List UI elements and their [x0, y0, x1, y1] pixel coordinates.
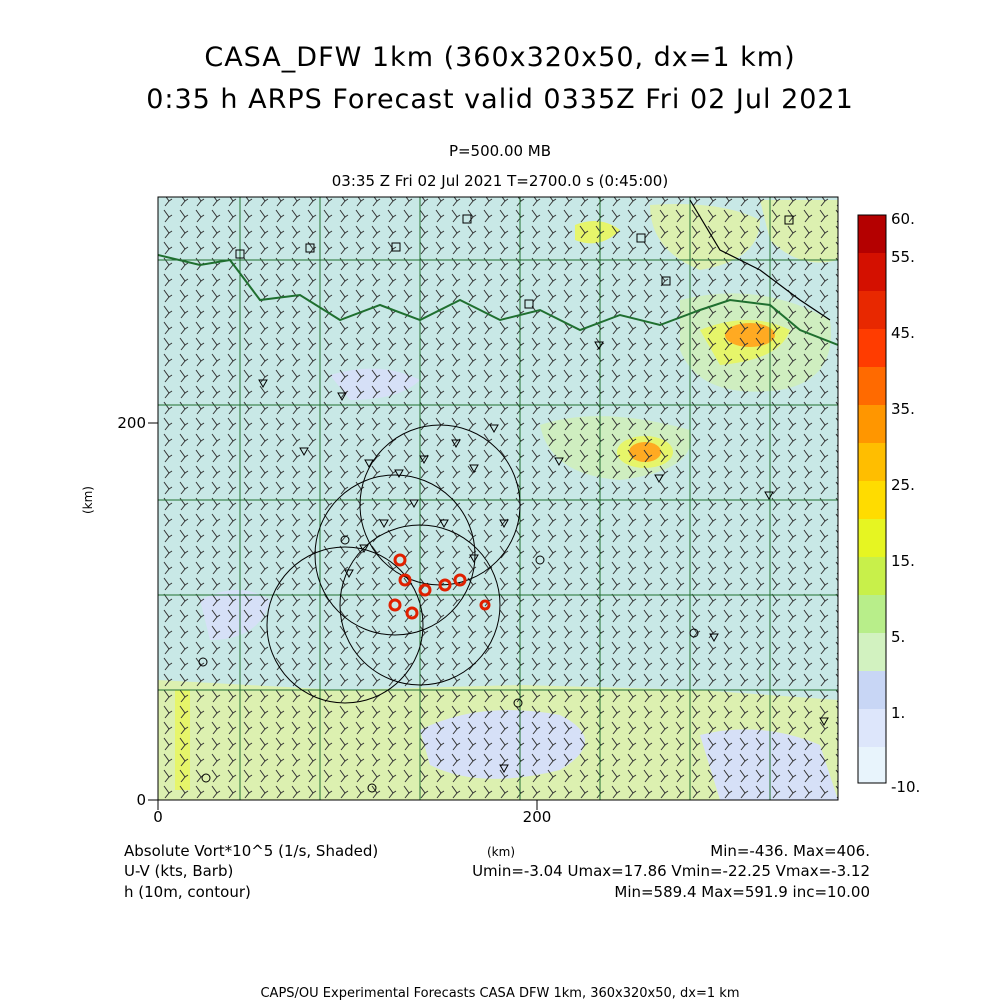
legend-field1-stats: Min=-436. Max=406. [710, 842, 870, 860]
colorbar-label: 45. [891, 324, 915, 342]
pressure-level-label: P=500.00 MB [448, 142, 552, 160]
y-axis-label: (km) [81, 485, 95, 515]
map-title-line1: CASA_DFW 1km (360x320x50, dx=1 km) [204, 42, 796, 73]
colorbar-label: 15. [891, 552, 915, 570]
colorbar-label: 35. [891, 400, 915, 418]
map-title-line2: 0:35 h ARPS Forecast valid 0335Z Fri 02 Jul 2021 [146, 84, 854, 115]
colorbar-label: 1. [891, 704, 906, 722]
legend-km-label: (km) [487, 845, 516, 859]
colorbar-label: 55. [891, 248, 915, 266]
legend-field3-label: h (10m, contour) [124, 883, 251, 901]
wind-barbs [158, 197, 838, 800]
legend-field2-label: U-V (kts, Barb) [124, 862, 234, 880]
map-plot-area [158, 197, 838, 800]
y-tick-label-200: 200 [117, 414, 146, 432]
colorbar-labels [891, 210, 920, 796]
legend-field1-label: Absolute Vort*10^5 (1/s, Shaded) [124, 842, 379, 860]
colorbar [858, 215, 886, 783]
x-tick-label-0: 0 [153, 808, 163, 826]
colorbar-label: 60. [891, 210, 915, 228]
x-tick-label-200: 200 [522, 808, 552, 826]
colorbar-label: 5. [891, 628, 906, 646]
legend-field2-stats: Umin=-3.04 Umax=17.86 Vmin=-22.25 Vmax=-3.12 [472, 862, 870, 880]
footer-credit: CAPS/OU Experimental Forecasts CASA DFW 1km, 360x320x50, dx=1 km [260, 986, 740, 1001]
y-tick-label-0: 0 [136, 791, 146, 809]
colorbar-label: -10. [891, 778, 921, 796]
legend-field3-stats: Min=589.4 Max=591.9 inc=10.00 [614, 883, 870, 901]
valid-time-label: 03:35 Z Fri 02 Jul 2021 T=2700.0 s (0:45:00) [331, 172, 669, 190]
colorbar-label: 25. [891, 476, 915, 494]
